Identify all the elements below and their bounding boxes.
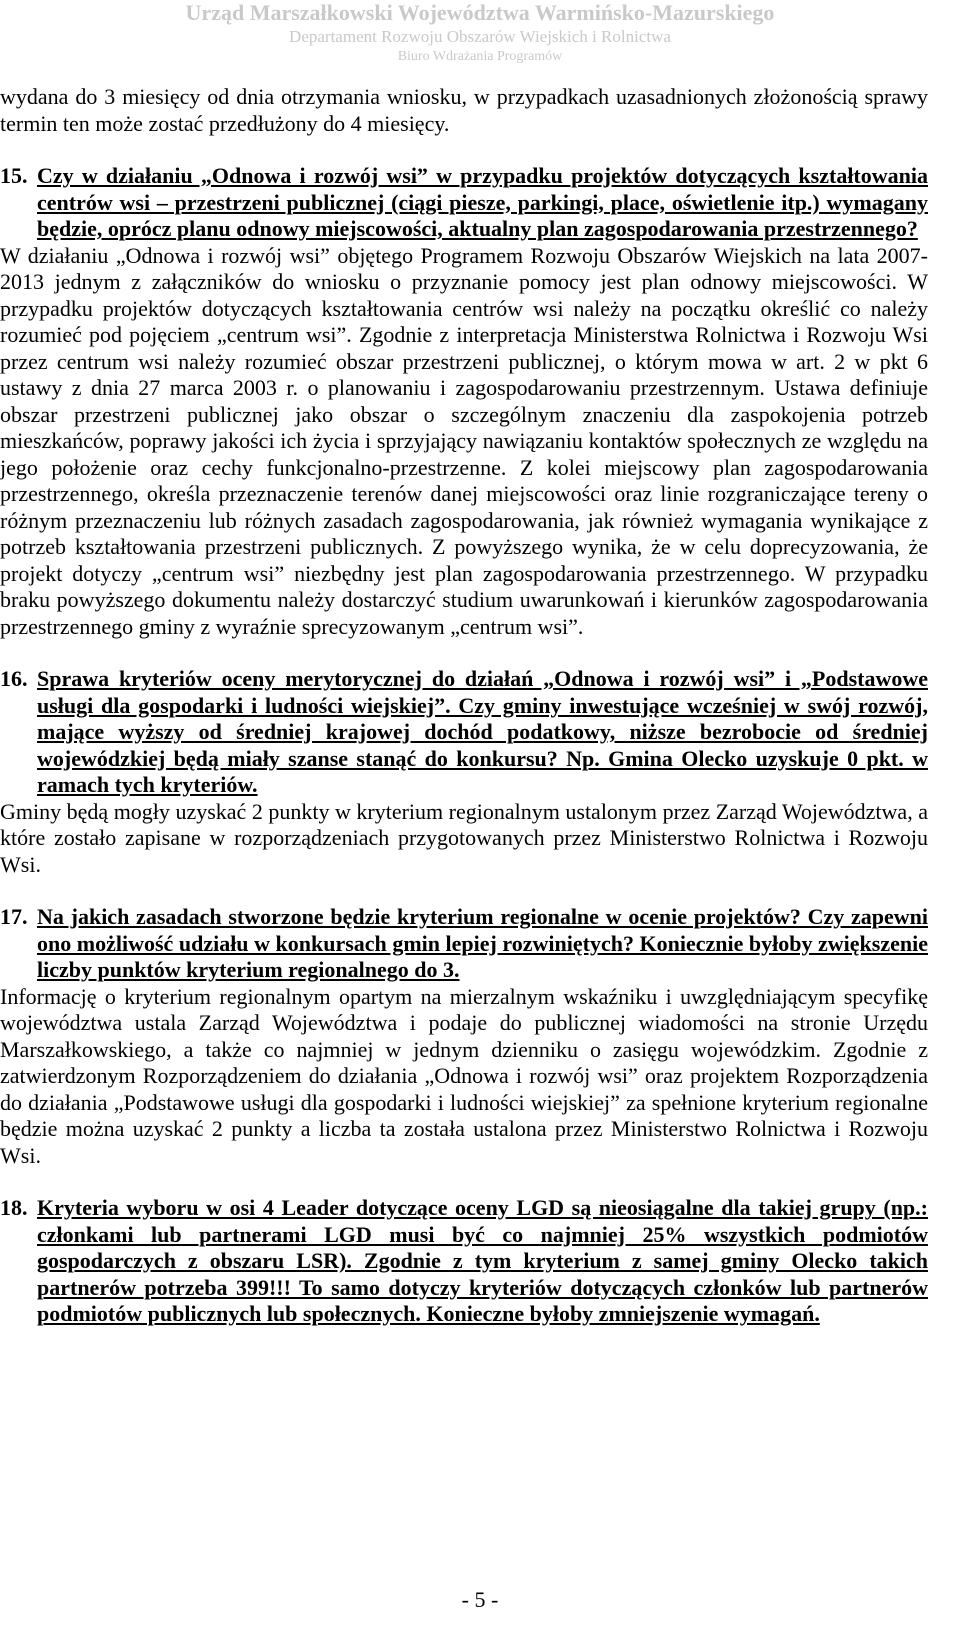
item-question [37, 163, 928, 243]
item-number: 18. [0, 1195, 28, 1220]
letterhead-bureau: Biuro Wdrażania Programów [397, 49, 563, 64]
item-question [37, 904, 928, 984]
faq-item-17 [0, 904, 928, 984]
item-question [37, 666, 928, 799]
intro-paragraph: wydana do 3 miesięcy od dnia otrzymania wniosku, w przypadkach uzasadnionych złożonością sprawy termin ten może zostać przedłużony do 4 miesięcy. [0, 84, 928, 136]
item-answer: Gminy będą mogły uzyskać 2 punkty w kryterium regionalnym ustalonym przez Zarząd Województwa, a które zostało zapisane w rozporządzeniach przygotowanych przez Ministerstwo Rolnictwa i Rozwoju Wsi. [0, 798, 928, 877]
item-number: 15. [0, 163, 28, 188]
document-body [0, 84, 928, 1328]
question-text: Sprawa kryteriów oceny merytorycznej do działań „Odnowa i rozwój wsi” i „Podstawowe usługi dla gospodarki i ludności wiejskiej”. Czy gminy inwestujące wcześniej w swój rozwój, mające wyższy od średniej krajowej dochód podatkowy, niższe bezrobocie od średniej wojewódzkiej będą miały szanse stanąć do konkursu? Np. Gmina Olecko uzyskuje 0 pkt. w ramach tych kryteriów. [37, 666, 928, 797]
item-number: 17. [0, 904, 28, 929]
faq-item-15 [0, 163, 928, 243]
letterhead-department: Departament Rozwoju Obszarów Wiejskich i Rolnictwa [289, 27, 671, 46]
page-number: - 5 - [461, 1587, 499, 1612]
spacer [0, 878, 928, 904]
question-text: Na jakich zasadach stworzone będzie kryterium regionalne w ocenie projektów? Czy zapewni ono możliwość udziału w konkursach gmin lepiej rozwiniętych? Koniecznie byłoby zwiększenie liczby punktów kryterium regionalnego do 3. [37, 904, 928, 982]
item-answer: Informację o kryterium regionalnym opartym na mierzalnym wskaźniku i uwzględniającym specyfikę województwa ustala Zarząd Województwa i podaje do publicznej wiadomości na stronie Urzędu Marszałkowskiego, a także co najmniej w jednym dzienniku o zasięgu wojewódzkim. Zgodnie z zatwierdzonym Rozporządzeniem do działania „Odnowa i rozwój wsi” oraz projektem Rozporządzenia do działania „Podstawowe usługi dla gospodarki i ludności wiejskiej” za spełnione kryterium regionalne będzie można uzyskać 2 punkty a liczba ta została ustalona przez Ministerstwo Rolnictwa i Rozwoju Wsi. [0, 983, 928, 1168]
spacer [0, 1169, 928, 1195]
faq-item-18 [0, 1195, 928, 1328]
faq-item-16 [0, 666, 928, 799]
question-text: Kryteria wyboru w osi 4 Leader dotyczące oceny LGD są nieosiągalne dla takiej grupy (np.: członkami lub partnerami LGD musi być co najmniej 25% wszystkich podmiotów gospodarczych z obszaru LSR). Zgodnie z tym kryterium z samej gminy Olecko takich partnerów potrzeba 399!!! To samo dotyczy kryteriów dotyczących członków lub partnerów podmiotów publicznych lub społecznych. Konieczne byłoby zmniejszenie wymagań. [37, 1195, 928, 1326]
spacer [0, 640, 928, 666]
item-number: 16. [0, 666, 28, 691]
spacer [0, 137, 928, 163]
question-text: Czy w działaniu „Odnowa i rozwój wsi” w przypadku projektów dotyczących kształtowania centrów wsi – przestrzeni publicznej (ciągi piesze, parkingi, place, oświetlenie itp.) wymagany będzie, oprócz planu odnowy miejscowości, aktualny plan zagospodarowania przestrzennego? [37, 163, 928, 241]
item-question [37, 1195, 928, 1328]
letterhead-office: Urząd Marszałkowski Województwa Warmińsko-Mazurskiego [185, 0, 775, 25]
item-answer: W działaniu „Odnowa i rozwój wsi” objętego Programem Rozwoju Obszarów Wiejskich na lata 2007-2013 jednym z załączników do wniosku o przyznanie pomocy jest plan odnowy miejscowości. W przypadku projektów dotyczących kształtowania centrów wsi należy na początku określić co należy rozumieć pod pojęciem „centrum wsi”. Zgodnie z interpretacja Ministerstwa Rolnictwa i Rozwoju Wsi przez centrum wsi należy rozumieć obszar przestrzeni publicznej, o którym mowa w art. 2 w pkt 6 ustawy z dnia 27 marca 2003 r. o planowaniu i zagospodarowaniu przestrzennym. Ustawa definiuje obszar przestrzeni publicznej jako obszar o szczególnym znaczeniu dla zaspokojenia potrzeb mieszkańców, poprawy jakości ich życia i sprzyjający nawiązaniu kontaktów społecznych ze względu na jego położenie oraz cechy funkcjonalno-przestrzenne. Z kolei miejscowy plan zagospodarowania przestrzennego, określa przeznaczenie terenów danej miejscowości oraz linie rozgraniczające tereny o różnym przeznaczeniu lub różnych zasadach zagospodarowania, jak również wymagania wynikające z potrzeb kształtowania przestrzeni publicznych. Z powyższego wynika, że w celu doprecyzowania, że projekt dotyczy „centrum wsi” niezbędny jest plan zagospodarowania przestrzennego. W przypadku braku powyższego dokumentu należy dostarczyć studium uwarunkowań i kierunków zagospodarowania przestrzennego gminy z wyraźnie sprecyzowanym „centrum wsi”. [0, 242, 928, 639]
